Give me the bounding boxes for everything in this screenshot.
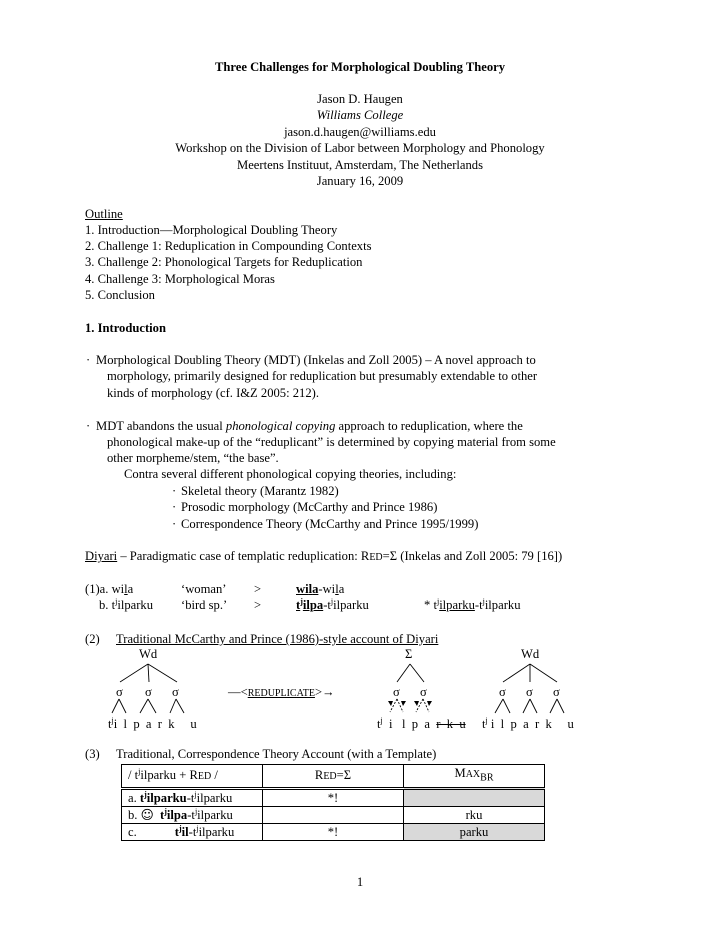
outline-item: 5. Conclusion [85,288,155,302]
syllable-node: σ [420,685,427,699]
example-1b-label: b. $t^jilparku$ [99,596,154,612]
syllable-node: σ [145,685,152,699]
ot-tableau [121,764,545,841]
tableau-row [122,823,545,840]
bullet2-line: phonological make-up of the “reduplicant” is determined by copying material from some [107,435,556,449]
contra-line: Contra several different phonological copying theories, including: [124,467,457,481]
example-1b-gloss: ‘bird sp.’ [181,598,228,612]
bullet1-line: Morphological Doubling Theory (MDT) (Inkelas and Zoll 2005) – A novel approach to [96,353,536,367]
outline-item: 2. Challenge 1: Reduplication in Compounding Contexts [85,239,372,253]
example-2-title: Traditional McCarthy and Prince (1986)-style account of Diyari [116,632,439,646]
syllable-node: σ [172,685,179,699]
tableau-candidate: a. $t^jilparku-t^jilparku$ [122,788,263,806]
tableau-candidate: b. ☺ $t^jilpa-t^jilparku$ [122,806,263,823]
sub-bullet: Skeletal theory (Marantz 1982) [181,484,339,498]
page-number: 1 [356,875,364,889]
example-1a-form: wila-wila [296,582,345,596]
tableau-header-row [122,765,545,789]
tableau-violation: *! [263,823,404,840]
sub-bullet-dot: · [172,500,177,514]
tableau-candidate: c. $t^jil-t^jilparku$ [122,823,263,840]
workshop-name: Workshop on the Division of Labor between Morphology and Phonology [175,141,545,155]
outline-item: 1. Introduction—Morphological Doubling Theory [85,223,338,237]
sub-bullet: Prosodic morphology (McCarthy and Prince 1986) [181,500,438,514]
example-1a-gloss: ‘woman’ [181,582,227,596]
workshop-location: Meertens Instituut, Amsterdam, The Netherlands [237,158,483,172]
optimal-candidate-icon: ☺ [140,806,154,822]
syllable-node: σ [499,685,506,699]
tableau-row [122,788,545,806]
tableau-input: / $t^jilparku$ + RED / [122,765,263,789]
segments-left: $t^ji$ l p a r k u [108,715,197,731]
tableau-violation: *! [263,788,404,806]
outline-heading: Outline [85,207,123,221]
segments-right: $t^j$ i l p a r k u [482,715,574,731]
bullet2-line: other morpheme/stem, “the base”. [107,451,279,465]
example-1b-form: $t^jilpa-t^jilparku$ [296,596,369,612]
example-2-number: (2) [85,632,100,646]
tableau-row [122,806,545,823]
example-3-title: Traditional, Correspondence Theory Account (with a Template) [116,747,437,761]
tree-wd-right: Wd [521,647,540,661]
page-title: Three Challenges for Morphological Doubling Theory [214,60,506,74]
author-name: Jason D. Haugen [317,92,403,106]
author-institution: Williams College [316,108,404,122]
example-1b-ungrammatical: * $t^jilparku-t^jilparku$ [424,596,521,612]
tableau-constraint-max: $MAX_{BR}$ [404,765,545,789]
example-1a-label: (1)a. wila [85,582,134,596]
tableau-violation [263,806,404,823]
tableau-violation [404,788,545,806]
sub-bullet-dot: · [172,517,177,531]
example-3-number: (3) [85,747,100,761]
segments-middle: $t^j$ i l p a r k u [377,715,466,731]
outline-item: 4. Challenge 3: Morphological Moras [85,272,275,286]
tableau-constraint-red: RED=Σ [263,765,404,789]
syllable-node: σ [553,685,560,699]
example-1b-arrow: > [254,598,262,612]
diyari-line: Diyari – Paradigmatic case of templatic reduplication: RED=Σ (Inkelas and Zoll 2005: 79 [16]) [85,549,563,563]
tableau-violation: rku [404,806,545,823]
syllable-node: σ [116,685,123,699]
bullet-dot: · [86,419,91,433]
sub-bullet: Correspondence Theory (McCarthy and Prince 1995/1999) [181,517,479,531]
bullet1-line: kinds of morphology (cf. I&Z 2005: 212). [107,386,319,400]
outline-item: 3. Challenge 2: Phonological Targets for Reduplication [85,255,363,269]
example-1a-arrow: > [254,582,262,596]
sub-bullet-dot: · [172,484,177,498]
syllable-node: σ [526,685,533,699]
section-heading: 1. Introduction [85,321,166,335]
reduplicate-arrow: —<REDUPLICATE>→ [228,685,335,699]
syllable-node: σ [393,685,400,699]
tableau-violation: parku [404,823,545,840]
bullet2-line: MDT abandons the usual phonological copying approach to reduplication, where the [96,419,523,433]
tree-foot-sigma: Σ [405,647,413,661]
tree-wd-left: Wd [139,647,158,661]
workshop-date: January 16, 2009 [316,174,404,188]
bullet1-line: morphology, primarily designed for reduplication but presumably extendable to other [107,369,538,383]
bullet-dot: · [86,353,91,367]
author-email: jason.d.haugen@williams.edu [284,125,436,139]
